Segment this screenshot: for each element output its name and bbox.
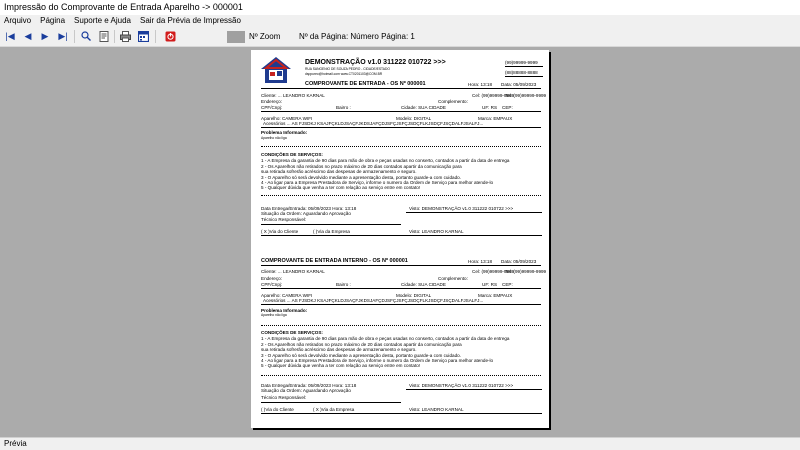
exit-icon[interactable] [164, 30, 176, 42]
cel-field: Cel: (99)99999-9999 [472, 93, 515, 98]
condicao-1: 1 - A Empresa da garantia de 90 dias para mão de obra e peças usadas no conserto, contados a partir da data de entrega [261, 336, 510, 341]
problema-text: Aparelho não liga [261, 136, 287, 140]
entrega-field: Data Entrega/Entrada: 05/09/2023 Hora: 13:18 [261, 206, 357, 211]
zoom-search-icon[interactable] [80, 30, 92, 42]
condicao-5: 5 - Qualquer dúvida que venha a ter com relação ao serviço entre em contato! [261, 363, 421, 368]
condicao-2: 2 - Os Aparelhos não retirados no prazo máximo de 20 dias contados apartir da comunicação para [261, 164, 462, 169]
situacao-field: Situação da Ordem: Aguardando Aprovação [261, 388, 351, 393]
condicao-2: 2 - Os Aparelhos não retirados no prazo máximo de 20 dias contados apartir da comunicação para [261, 342, 462, 347]
receipt-data: Data: 05/09/2023 [501, 82, 537, 87]
cpf-field: CPF/Cnpj: [261, 105, 283, 110]
menu-arquivo[interactable]: Arquivo [4, 16, 32, 25]
problema-label: Problema Informado: [261, 130, 308, 135]
company-name: DEMONSTRAÇÃO v1.0 311222 010722 >>> [305, 59, 446, 66]
last-page-icon[interactable]: ▶| [58, 30, 68, 41]
next-page-icon[interactable]: ▶ [41, 30, 49, 41]
complemento-field: Complemento: [438, 276, 468, 281]
receipt-interno-title: COMPROVANTE DE ENTRADA INTERNO - OS Nº 000001 [261, 258, 408, 264]
condicao-1: 1 - A Empresa da garantia de 90 dias para mão de obra e peças usadas no conserto, contados a partir da data de entrega [261, 158, 510, 163]
visto-empresa: Visto: DEMONSTRAÇÃO v1.0 311222 010722 >>> [409, 383, 514, 388]
condicao-5: 5 - Qualquer dúvida que venha a ter com relação ao serviço entre em contato! [261, 185, 421, 190]
bairro-field: Bairro : [336, 105, 351, 110]
menu-bar [0, 15, 800, 26]
bairro-field: Bairro : [336, 282, 351, 287]
condicao-2b: sua retirada sofrerão acréscimo das despesas de armazenamento e seguro. [261, 347, 417, 352]
zoom-input[interactable] [227, 31, 245, 43]
problema-label: Problema Informado: [261, 308, 308, 313]
marca-field: Marca: EMPAUX [478, 116, 513, 121]
tel-field: Tel: (99)99999-9999 [505, 93, 547, 98]
cidade-field: Cidade: SUA CIDADE [401, 282, 446, 287]
visto-empresa: Visto: DEMONSTRAÇÃO v1.0 311222 010722 >>> [409, 206, 514, 211]
tel-field: Tel: (99)99999-9999 [505, 269, 547, 274]
aparelho-field: Aparelho: CAMERA WIFI [261, 116, 313, 121]
via-cliente: ( )Via do Cliente [261, 407, 294, 412]
page-number-label: Nº da Página: Número Página: 1 [299, 32, 415, 41]
cliente-field: Cliente: ... LEANDRO KARNAL [261, 269, 325, 274]
first-page-icon[interactable]: |◀ [5, 30, 15, 41]
receipt-interno-data: Data: 05/09/2023 [501, 259, 537, 264]
cel-field: Cel: (99)99999-9999 [472, 269, 515, 274]
prev-page-icon[interactable]: ◀ [24, 30, 32, 41]
receipt-interno-hora: Hora: 13:18 [468, 259, 493, 264]
modelo-field: Modelo: DIGITAL [396, 293, 432, 298]
cliente-field: Cliente: ... LEANDRO KARNAL [261, 93, 325, 98]
condicoes-title: CONDIÇÕES DE SERVIÇOS: [261, 152, 323, 157]
via-empresa: ( X )Via da Empresa [313, 407, 355, 412]
condicao-3: 3 - O Aparelho só será devolvido mediante a apresentação desta, portanto guarde-a com cuidado. [261, 175, 461, 180]
endereco-field: Endereço: [261, 99, 282, 104]
entrega-field: Data Entrega/Entrada: 05/09/2023 Hora: 13:18 [261, 383, 357, 388]
condicao-4: 4 - Ao ligar para a Empresa Prestadora de Serviço, informe o numero da Ordem de Serviço para melhor atende-lo [261, 358, 494, 363]
endereco-field: Endereço: [261, 276, 282, 281]
print-preview-page [251, 50, 549, 428]
condicoes-title: CONDIÇÕES DE SERVIÇOS: [261, 330, 323, 335]
receipt-hora: Hora: 13:18 [468, 82, 493, 87]
receipt-title: COMPROVANTE DE ENTRADA - OS Nº 000001 [305, 81, 426, 87]
aparelho-field: Aparelho: CAMERA WIFI [261, 293, 313, 298]
company-address: RUA SANGENIO DE SOUZA PEDRO - CIDADE/ESTADO [305, 67, 390, 71]
marca-field: Marca: EMPAUX [478, 293, 513, 298]
print-icon[interactable] [119, 30, 131, 42]
acessorios-field: Acessórios ... AS FJSDKJ KSAJFÇKLDJSAÇFJKDSJAFÇDJSFÇJSFÇJSDÇFLKJSDÇFJSÇDALFJSALFJ... [263, 298, 484, 303]
uf-field: UF: RS [482, 105, 498, 110]
condicao-2b: sua retirada sofrerão acréscimo das despesas de armazenamento e seguro. [261, 169, 417, 174]
company-phone-1: (99)99999-9999 [505, 60, 538, 65]
status-bar: Prévia [0, 437, 800, 450]
menu-sair-previa[interactable]: Sair da Prévia de Impressão [139, 16, 241, 25]
complemento-field: Complemento: [438, 99, 468, 104]
modelo-field: Modelo: DIGITAL [396, 116, 432, 121]
situacao-field: Situação da Ordem: Aguardando Aprovação [261, 211, 351, 216]
cpf-field: CPF/Cnpj: [261, 282, 283, 287]
menu-suporte[interactable]: Suporte e Ajuda [74, 16, 131, 25]
page-setup-icon[interactable] [98, 30, 110, 42]
menu-pagina[interactable]: Página [40, 16, 66, 25]
uf-field: UF: RS [482, 282, 498, 287]
problema-text: Aparelho não liga [261, 313, 287, 317]
company-logo-icon [260, 56, 292, 84]
visto-cliente: Visto: LEANDRO KARNAL [409, 229, 464, 234]
company-contact: dsppureo@hotmail.com www.CT0201103@COM.BR [305, 72, 383, 76]
condicao-4: 4 - Ao ligar para a Empresa Prestadora de Serviço, informe o numero da Ordem de Serviço para melhor atende-lo [261, 180, 494, 185]
cep-field: CEP: [502, 282, 513, 287]
visto-cliente: Visto: LEANDRO KARNAL [409, 407, 464, 412]
cidade-field: Cidade: SUA CIDADE [401, 105, 446, 110]
via-cliente: ( X )Via do Cliente [261, 229, 299, 234]
cep-field: CEP: [502, 105, 513, 110]
via-empresa: ( )Via da Empresa [313, 229, 350, 234]
tecnico-field: Técnico Responsável: [261, 395, 307, 400]
calendar-icon[interactable] [137, 30, 149, 42]
tecnico-field: Técnico Responsável: [261, 217, 307, 222]
window-title: Impressão do Comprovante de Entrada Aparelho -> 000001 [0, 0, 800, 15]
company-phone-2: (88)88888-8888 [505, 70, 538, 75]
zoom-label: Nº Zoom [249, 32, 281, 41]
condicao-3: 3 - O Aparelho só será devolvido mediante a apresentação desta, portanto guarde-a com cuidado. [261, 353, 461, 358]
acessorios-field: Acessórios ... AS FJSDKJ KSAJFÇKLDJSAÇFJKDSJAFÇDJSFÇJSFÇJSDÇFLKJSDÇFJSÇDALFJSALFJ... [263, 121, 484, 126]
